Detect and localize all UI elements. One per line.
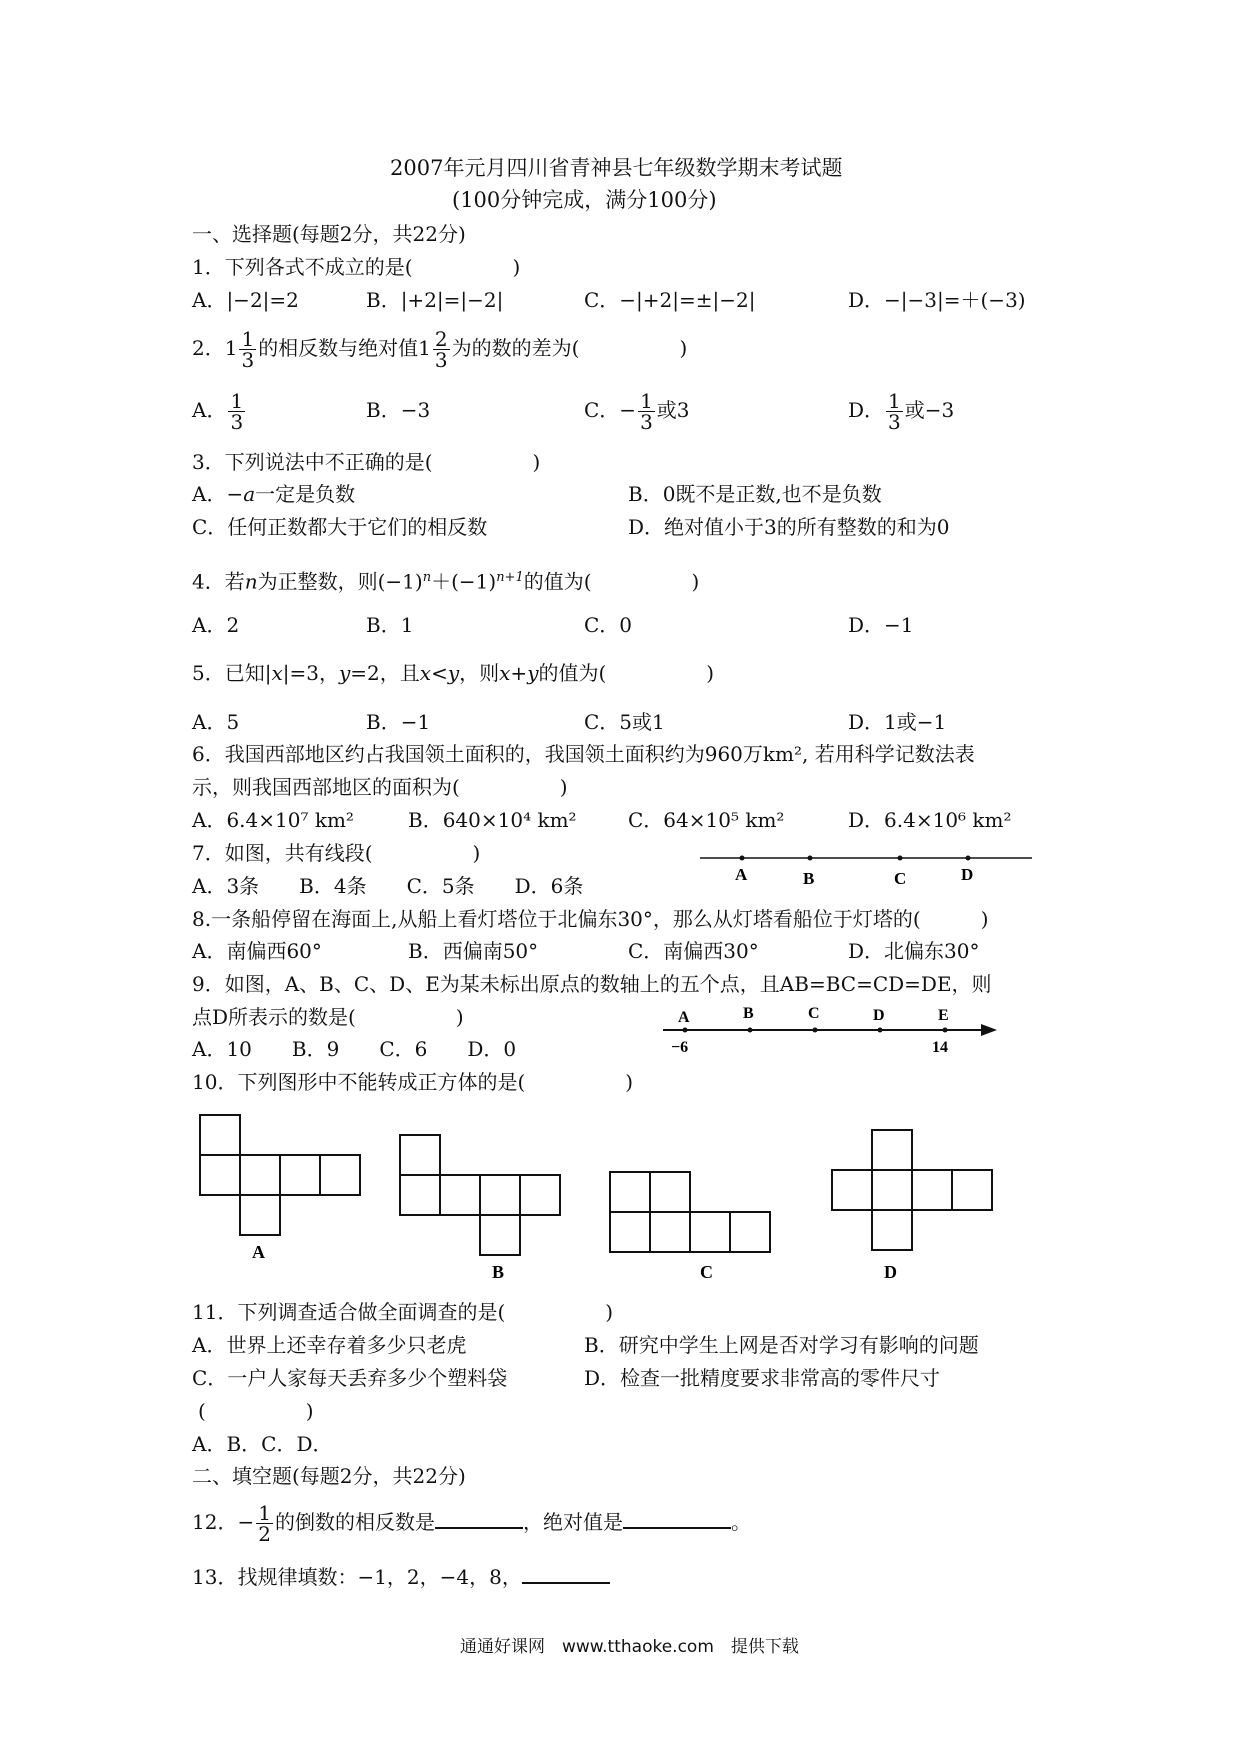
net-c-label: C <box>700 1262 713 1282</box>
q2-option-b: B．−3 <box>366 398 431 422</box>
q10-cube-nets <box>190 1110 1020 1290</box>
q9-options: A．10 B．9 C．6 D．0 <box>192 1037 517 1061</box>
q10-stem: 10．下列图形中不能转成正方体的是( ) <box>192 1070 634 1094</box>
q7-options: A．3条 B．4条 C．5条 D．6条 <box>192 874 584 898</box>
q9-label-b: B <box>743 1005 754 1022</box>
page-subtitle: (100分钟完成，满分100分) <box>452 188 717 212</box>
q9-line-1: 9．如图，A、B、C、D、E为某未标出原点的数轴上的五个点，且AB=BC=CD=DE，则 <box>192 972 992 996</box>
q9-label-e: E <box>938 1007 949 1024</box>
q6-option-b: B．640×10⁴ km² <box>408 808 577 832</box>
q9-point-a <box>683 1028 688 1033</box>
q4-option-b: B．1 <box>366 613 414 637</box>
q11-answer-paren: ( ) <box>198 1399 314 1423</box>
net-c <box>610 1172 770 1252</box>
q5-option-c: C．5或1 <box>584 710 665 734</box>
q7-label-d: D <box>961 865 974 884</box>
q7-point-d <box>966 856 971 861</box>
q2-option-d: D． $\frac{1}{3}$ 或−3 <box>848 389 955 434</box>
fraction: $\frac{1}{3}$ <box>241 327 255 372</box>
q12-stem: 12．− $\frac{1}{2}$ 的倒数的相反数是 ，绝对值是 。 <box>192 1501 751 1546</box>
fraction: $\frac{1}{3}$ <box>888 389 901 434</box>
fraction: $\frac{1}{2}$ <box>258 1501 271 1546</box>
q9-value-right: 14 <box>932 1039 948 1056</box>
q3-option-a: A．−a一定是负数 <box>192 482 356 506</box>
q8-option-b: B．西偏南50° <box>408 939 539 963</box>
q9-label-a: A <box>678 1009 690 1026</box>
q12-blank-2[interactable] <box>623 1507 731 1529</box>
q1-option-d: D．−|−3|=＋(−3) <box>848 288 1026 312</box>
q2-option-c: C．− $\frac{1}{3}$ 或3 <box>584 389 690 434</box>
q9-point-c <box>813 1028 818 1033</box>
q4-option-c: C．0 <box>584 613 633 637</box>
q6-line-2: 示，则我国西部地区的面积为( ) <box>192 775 568 799</box>
footer-text: 通通好课网 www.tthaoke.com 提供下载 <box>460 1637 799 1657</box>
q9-point-e <box>943 1028 948 1033</box>
fraction: $\frac{1}{3}$ <box>230 389 244 434</box>
q5-stem: 5．已知|x|=3，y=2，且x<y，则x+y的值为( ) <box>192 661 715 685</box>
q2-option-a: A． $\frac{1}{3}$ <box>192 389 244 434</box>
q8-option-c: C．南偏西30° <box>628 939 759 963</box>
q1-stem: 1．下列各式不成立的是( ) <box>192 255 521 279</box>
q3-stem: 3．下列说法中不正确的是( ) <box>192 450 541 474</box>
q1-option-c: C．−|+2|=±|−2| <box>584 288 756 312</box>
net-b-label: B <box>492 1262 505 1282</box>
page-title: 2007年元月四川省青神县七年级数学期末考试题 <box>390 156 843 180</box>
section-1-title: 一、选择题(每题2分，共22分) <box>192 222 466 246</box>
q4-option-d: D．−1 <box>848 613 914 637</box>
q7-segment-figure <box>690 840 1040 890</box>
q9-point-d <box>878 1028 883 1033</box>
q3-option-b: B．0既不是正数,也不是负数 <box>628 482 882 506</box>
q8-stem: 8.一条船停留在海面上,从船上看灯塔位于北偏东30°，那么从灯塔看船位于灯塔的( ) <box>192 907 989 931</box>
q2-stem: 2．1 $\frac{1}{3}$ 的相反数与绝对值1 $\frac{2}{3}$ 为的数的差为( ) <box>192 327 688 372</box>
q1-option-a: A．|−2|=2 <box>192 288 299 312</box>
section-2-title: 二、填空题(每题2分，共22分) <box>192 1464 466 1488</box>
q12-blank-1[interactable] <box>435 1507 523 1529</box>
q7-stem: 7．如图，共有线段( ) <box>192 841 481 865</box>
q8-option-a: A．南偏西60° <box>192 939 322 963</box>
q7-label-a: A <box>735 865 748 884</box>
q9-point-b <box>748 1028 753 1033</box>
q7-point-b <box>808 856 813 861</box>
net-d <box>832 1130 992 1250</box>
q6-option-c: C．64×10⁵ km² <box>628 808 785 832</box>
q9-axis-arrow <box>981 1024 997 1036</box>
fraction: $\frac{1}{3}$ <box>640 389 653 434</box>
q5-option-b: B．−1 <box>366 710 431 734</box>
q6-option-a: A．6.4×10⁷ km² <box>192 808 354 832</box>
q5-option-d: D．1或−1 <box>848 710 947 734</box>
q3-option-d: D．绝对值小于3的所有整数的和为0 <box>628 515 950 539</box>
net-d-label: D <box>884 1262 897 1282</box>
q11-option-a: A．世界上还幸存着多少只老虎 <box>192 1333 467 1357</box>
q9-line-2: 点D所表示的数是( ) <box>192 1005 464 1029</box>
q11-stem: 11．下列调查适合做全面调查的是( ) <box>192 1300 614 1324</box>
q7-label-c: C <box>894 869 907 888</box>
q7-label-b: B <box>803 869 815 888</box>
q7-point-a <box>740 856 745 861</box>
net-a <box>200 1115 360 1235</box>
q1-option-b: B．|+2|=|−2| <box>366 288 504 312</box>
net-b <box>400 1135 560 1255</box>
q5-option-a: A．5 <box>192 710 240 734</box>
q13-blank[interactable] <box>522 1562 610 1584</box>
q6-option-d: D．6.4×10⁶ km² <box>848 808 1012 832</box>
q7-point-c <box>898 856 903 861</box>
net-a-label: A <box>252 1242 265 1262</box>
q11-options-line: A．B．C．D． <box>192 1432 333 1456</box>
q11-option-b: B．研究中学生上网是否对学习有影响的问题 <box>584 1333 979 1357</box>
fraction: $\frac{2}{3}$ <box>434 327 448 372</box>
q8-option-d: D．北偏东30° <box>848 939 980 963</box>
q4-option-a: A．2 <box>192 613 240 637</box>
q9-value-left: −6 <box>671 1039 689 1056</box>
q11-option-c: C．一户人家每天丢弃多少个塑料袋 <box>192 1366 508 1390</box>
q6-line-1: 6．我国西部地区约占我国领土面积的，我国领土面积约为960万km², 若用科学记数法表 <box>192 742 975 766</box>
q11-option-d: D．检查一批精度要求非常高的零件尺寸 <box>584 1366 941 1390</box>
q9-label-d: D <box>873 1007 885 1024</box>
q3-option-c: C．任何正数都大于它们的相反数 <box>192 515 488 539</box>
q9-label-c: C <box>808 1005 820 1022</box>
q13-stem: 13．找规律填数：−1，2，−4，8， <box>192 1562 610 1590</box>
q9-number-line <box>655 1000 1005 1060</box>
q4-stem: 4．若n为正整数，则$(-1)^n+(-1)^{n+1}$的值为( ) <box>192 569 700 594</box>
